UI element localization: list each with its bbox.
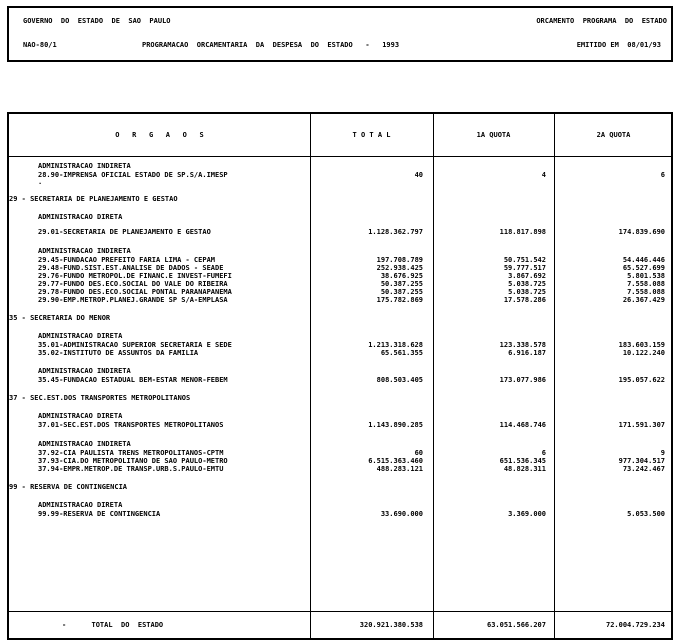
- row-label: 37.01-SEC.EST.DOS TRANSPORTES METROPOLITANOS: [38, 421, 224, 429]
- row-label: 29.90-EMP.METROP.PLANEJ.GRANDE SP S/A-EMPLASA: [38, 296, 228, 304]
- row-label: 29.78-FUNDO DES.ECO.SOCIAL PONTAL PARANAPANEMA: [38, 288, 232, 296]
- row-value-q1: 17.578.286: [503, 296, 546, 304]
- row-label: ADMINISTRACAO DIRETA: [38, 332, 123, 340]
- row-value-q1: 118.817.898: [499, 228, 546, 236]
- report-title: PROGRAMACAO ORCAMENTARIA DA DESPESA DO ESTADO - 1993: [142, 41, 400, 49]
- row-value-q1: 173.077.986: [499, 376, 546, 384]
- footer-q2: 72.004.729.234: [605, 621, 665, 629]
- row-value-q1: 59.777.517: [503, 264, 546, 272]
- row-label: ADMINISTRACAO DIRETA: [38, 412, 123, 420]
- row-value-total: 6.515.363.460: [368, 457, 423, 465]
- row-value-q2: 73.242.467: [622, 465, 665, 473]
- row-value-q2: 171.591.307: [618, 421, 665, 429]
- emission-date: EMITIDO EM 08/01/93: [576, 41, 661, 49]
- row-value-q2: 977.304.517: [618, 457, 665, 465]
- row-value-q2: 7.558.088: [627, 288, 665, 296]
- row-value-total: 40: [414, 171, 423, 179]
- row-label: 37.93-CIA.DO METROPOLITANO DE SAO PAULO-METRO: [38, 457, 228, 465]
- row-label: 29.77-FUNDO DES.ECO.SOCIAL DO VALE DO RIBEIRA: [38, 280, 228, 288]
- row-label: 35 - SECRETARIA DO MENOR: [9, 314, 111, 322]
- row-value-q2: 195.057.622: [618, 376, 665, 384]
- row-value-q2: 65.527.699: [622, 264, 665, 272]
- row-value-q1: 48.828.311: [503, 465, 546, 473]
- row-label: 29.01-SECRETARIA DE PLANEJAMENTO E GESTAO: [38, 228, 211, 236]
- row-value-q2: 174.839.690: [618, 228, 665, 236]
- row-label: 35.45-FUNDACAO ESTADUAL BEM-ESTAR MENOR-FEBEM: [38, 376, 228, 384]
- row-label: ADMINISTRACAO DIRETA: [38, 213, 123, 221]
- row-value-q1: 3.867.692: [508, 272, 546, 280]
- column-header-orgaos: O R G A O S: [115, 131, 204, 139]
- row-value-q1: 3.369.000: [508, 510, 546, 518]
- row-value-q1: 114.468.746: [499, 421, 546, 429]
- row-label: ADMINISTRACAO DIRETA: [38, 501, 123, 509]
- row-label: 99.99-RESERVA DE CONTINGENCIA: [38, 510, 161, 518]
- row-value-total: 33.690.000: [380, 510, 423, 518]
- row-label: 37.92-CIA PAULISTA TRENS METROPOLITANOS-CPTM: [38, 449, 224, 457]
- row-value-q2: 9: [660, 449, 665, 457]
- footer-q1: 63.051.566.207: [486, 621, 546, 629]
- report-code: NAO-80/1: [23, 41, 57, 49]
- row-value-q1: 651.536.345: [499, 457, 546, 465]
- row-value-total: 50.387.255: [380, 280, 423, 288]
- row-value-total: 50.387.255: [380, 288, 423, 296]
- row-value-total: 252.938.425: [376, 264, 423, 272]
- column-header-total: T O T A L: [352, 131, 391, 139]
- row-value-total: 38.676.925: [380, 272, 423, 280]
- row-value-total: 1.128.362.797: [368, 228, 423, 236]
- row-value-total: 808.503.405: [376, 376, 423, 384]
- row-value-total: 488.283.121: [376, 465, 423, 473]
- row-label: 37.94-EMPR.METROP.DE TRANSP.URB.S.PAULO-EMTU: [38, 465, 224, 473]
- row-label: ADMINISTRACAO INDIRETA: [38, 367, 131, 375]
- row-value-q1: 6.916.187: [508, 349, 546, 357]
- row-value-q2: 54.446.446: [622, 256, 665, 264]
- budget-title: ORCAMENTO PROGRAMA DO ESTADO: [536, 17, 667, 25]
- header-divider: [9, 156, 671, 157]
- row-value-q2: 10.122.240: [622, 349, 665, 357]
- column-header-q1: 1A QUOTA: [476, 131, 511, 139]
- row-value-total: 175.782.869: [376, 296, 423, 304]
- row-value-q1: 6: [541, 449, 546, 457]
- row-label: .: [38, 178, 43, 186]
- row-value-q1: 5.038.725: [508, 288, 546, 296]
- row-label: 29.76-FUNDO METROPOL.DE FINANC.E INVEST-FUMEFI: [38, 272, 232, 280]
- row-value-q2: 5.801.538: [627, 272, 665, 280]
- row-value-q1: 50.751.542: [503, 256, 546, 264]
- row-value-q2: 5.053.500: [627, 510, 665, 518]
- row-label: ADMINISTRACAO INDIRETA: [38, 247, 131, 255]
- row-label: 29.45-FUNDACAO PREFEITO FARIA LIMA - CEPAM: [38, 256, 216, 264]
- row-value-q2: 7.558.088: [627, 280, 665, 288]
- row-value-q2: 6: [660, 171, 665, 179]
- footer-label: - TOTAL DO ESTADO: [62, 621, 164, 629]
- footer-total: 320.921.380.538: [359, 621, 423, 629]
- row-label: 35.02-INSTITUTO DE ASSUNTOS DA FAMILIA: [38, 349, 199, 357]
- budget-table: [7, 112, 673, 640]
- row-label: ADMINISTRACAO INDIRETA: [38, 440, 131, 448]
- row-value-total: 1.213.318.628: [368, 341, 423, 349]
- government-title: GOVERNO DO ESTADO DE SAO PAULO: [23, 17, 171, 25]
- row-label: 35.01-ADMINISTRACAO SUPERIOR SECRETARIA E SEDE: [38, 341, 232, 349]
- footer-divider: [9, 611, 671, 612]
- row-value-total: 60: [414, 449, 423, 457]
- row-value-q2: 26.367.429: [622, 296, 665, 304]
- row-label: 37 - SEC.EST.DOS TRANSPORTES METROPOLITANOS: [9, 394, 191, 402]
- report-header: [7, 6, 673, 62]
- row-label: 99 - RESERVA DE CONTINGENCIA: [9, 483, 128, 491]
- row-label: 29 - SECRETARIA DE PLANEJAMENTO E GESTAO: [9, 195, 178, 203]
- row-value-total: 1.143.890.285: [368, 421, 423, 429]
- row-value-q1: 4: [541, 171, 546, 179]
- row-value-q1: 5.038.725: [508, 280, 546, 288]
- row-value-total: 197.708.789: [376, 256, 423, 264]
- column-header-q2: 2A QUOTA: [596, 131, 631, 139]
- row-value-total: 65.561.355: [380, 349, 423, 357]
- row-value-q1: 123.338.578: [499, 341, 546, 349]
- row-value-q2: 183.603.159: [618, 341, 665, 349]
- row-label: 28.90-IMPRENSA OFICIAL ESTADO DE SP.S/A.IMESP: [38, 171, 228, 179]
- row-label: ADMINISTRACAO INDIRETA: [38, 162, 131, 170]
- row-label: 29.48-FUND.SIST.EST.ANALISE DE DADOS - SEADE: [38, 264, 224, 272]
